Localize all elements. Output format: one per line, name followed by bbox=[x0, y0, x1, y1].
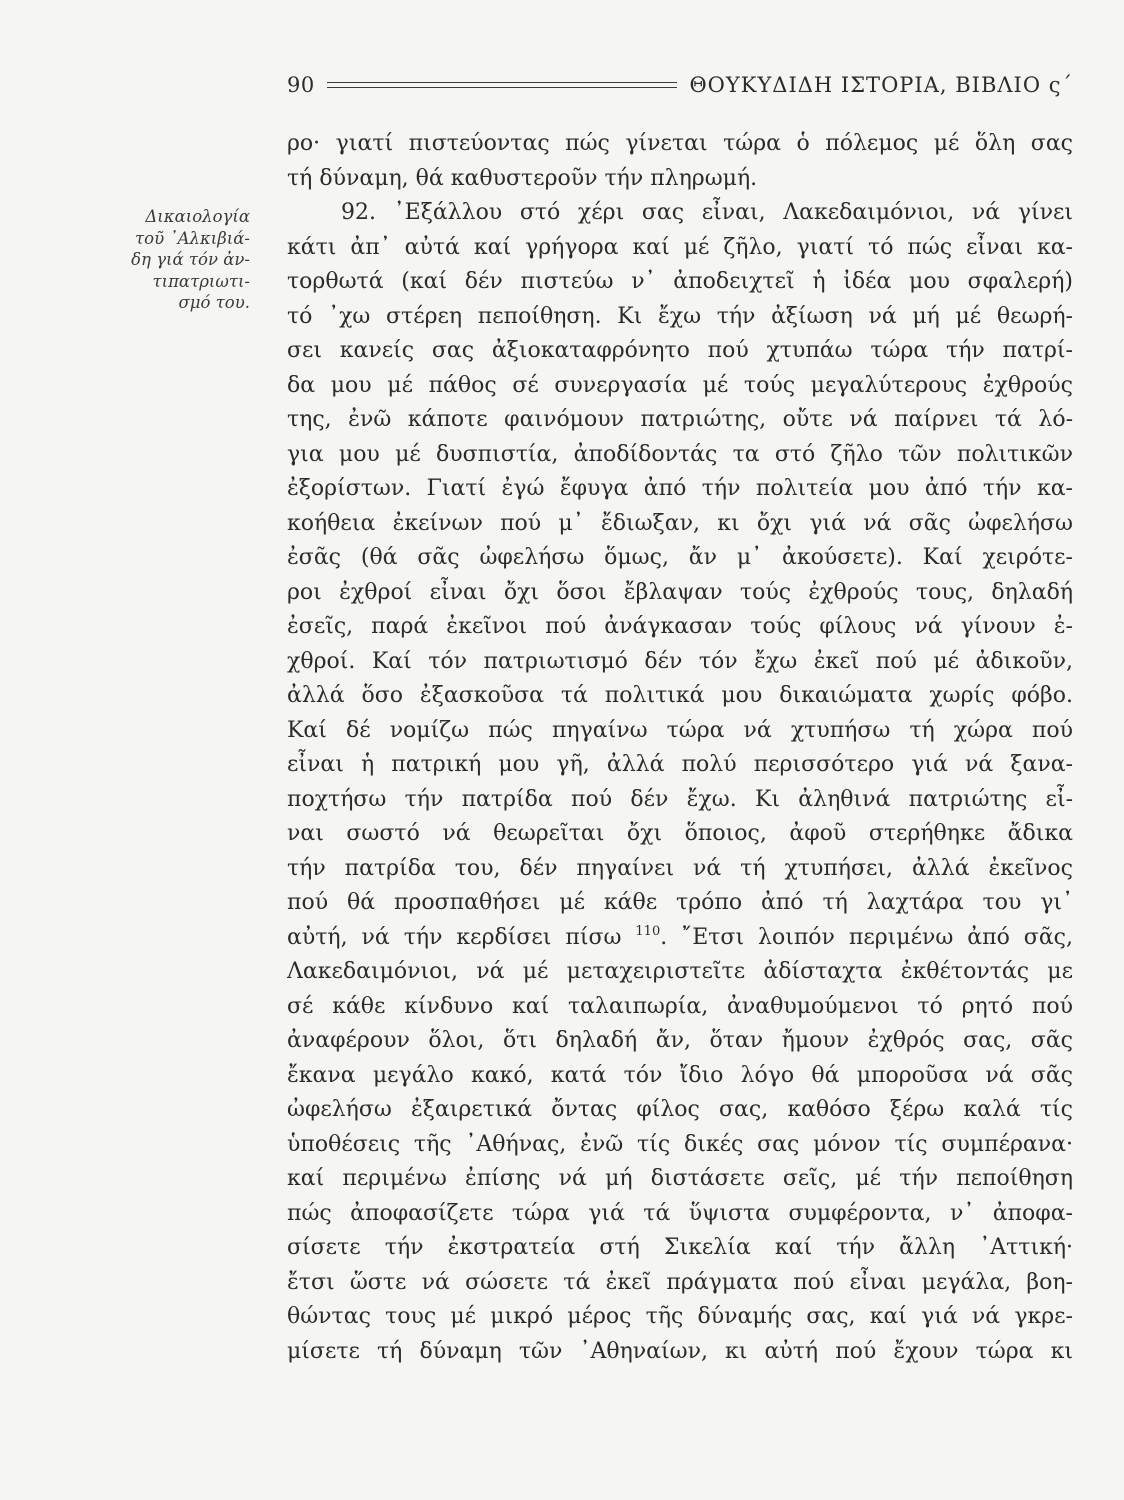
text-line: ἐξορίστων. Γιατί ἐγώ ἔφυγα ἀπό τήν πολιτεία μου ἀπό τήν κα- bbox=[287, 476, 1073, 501]
marginal-note-line: τοῦ ᾿Αλκιβιά- bbox=[135, 228, 250, 248]
text-line: τό ᾿χω στέρεη πεποίθηση. Κι ἔχω τήν ἀξίωση νά μή μέ θεωρή- bbox=[287, 303, 1073, 329]
body-text bbox=[287, 127, 1073, 1369]
text-line: θώντας τους μέ μικρό μέρος τῆς δύναμής σας, καί γιά νά γκρε- bbox=[287, 1304, 1073, 1329]
text-line: εἶναι ἡ πατρική μου γῆ, ἀλλά πολύ περισσότερο γιά νά ξανα- bbox=[287, 752, 1073, 777]
marginal-note-line: Δικαιολογία bbox=[145, 207, 250, 226]
text-line: ἔτσι ὥστε νά σώσετε τά ἐκεῖ πράγματα πού εἶναι μεγάλα, βοη- bbox=[287, 1269, 1073, 1295]
paragraph-92-start: 92. ᾿Εξάλλου στό χέρι σας εἶναι, Λακεδαιμόνιοι, νά γίνει bbox=[341, 200, 1073, 225]
page-number: 90 bbox=[287, 73, 315, 97]
text-line: τορθωτά (καί δέν πιστεύω ν᾿ ἀποδειχτεῖ ἡ ἰδέα μου σφαλερή) bbox=[287, 269, 1073, 294]
text-line: σίσετε τήν ἐκστρατεία στή Σικελία καί τήν ἄλλη ᾿Αττική· bbox=[287, 1235, 1073, 1260]
text-fragment: αὐτή, νά τήν κερδίσει πίσω bbox=[287, 924, 622, 950]
marginal-note bbox=[110, 206, 250, 314]
text-line: ἀναφέρουν ὅλοι, ὅτι δηλαδή ἄν, ὅταν ἤμουν ἐχθρός σας, σᾶς bbox=[287, 1028, 1073, 1053]
text-line: σει κανείς σας ἀξιοκαταφρόνητο πού χτυπάω τώρα τήν πατρί- bbox=[287, 338, 1073, 363]
text-line: δα μου μέ πάθος σέ συνεργασία μέ τούς μεγαλύτερους ἐχθρούς bbox=[287, 372, 1073, 398]
text-line-with-footnote bbox=[287, 921, 1073, 956]
marginal-note-line: σμό του. bbox=[178, 293, 250, 312]
text-line: τήν πατρίδα του, δέν πηγαίνει νά τή χτυπήσει, ἀλλά ἐκεῖνος bbox=[287, 855, 1073, 881]
text-line: χθροί. Καί τόν πατριωτισμό δέν τόν ἔχω ἐκεῖ πού μέ ἀδικοῦν, bbox=[287, 648, 1073, 674]
text-line: σέ κάθε κίνδυνο καί ταλαιπωρία, ἀναθυμούμενοι τό ρητό πού bbox=[287, 993, 1073, 1019]
text-line: για μου μέ δυσπιστία, ἀποδίδοντάς τα στό ζῆλο τῶν πολιτικῶν bbox=[287, 441, 1073, 467]
running-title: ΘΟΥΚΥΔΙΔΗ ΙΣΤΟΡΙΑ, ΒΙΒΛΙΟ ς΄ bbox=[689, 73, 1073, 97]
text-line: πού θά προσπαθήσει μέ κάθε τρόπο ἀπό τή λαχτάρα του γι᾿ bbox=[287, 890, 1073, 915]
page-header bbox=[287, 70, 1073, 100]
text-line: ρο· γιατί πιστεύοντας πώς γίνεται τώρα ὁ πόλεμος μέ ὅλη σας bbox=[287, 131, 1073, 156]
text-line: ἀλλά ὅσο ἐξασκοῦσα τά πολιτικά μου δικαιώματα χωρίς φόβο. bbox=[287, 683, 1073, 708]
text-line: ροι ἐχθροί εἶναι ὄχι ὅσοι ἔβλαψαν τούς ἐχθρούς τους, δηλαδή bbox=[287, 579, 1073, 605]
text-line: μίσετε τή δύναμη τῶν ᾿Αθηναίων, κι αὐτή πού ἔχουν τώρα κι bbox=[287, 1338, 1073, 1364]
text-line: ἐσεῖς, παρά ἐκεῖνοι πού ἀνάγκασαν τούς φίλους νά γίνουν ἐ- bbox=[287, 614, 1073, 639]
marginal-note-line: τιπατριωτι- bbox=[152, 271, 250, 291]
text-line: Καί δέ νομίζω πώς πηγαίνω τώρα νά χτυπήσω τή χώρα πού bbox=[287, 717, 1073, 743]
text-line: ὠφελήσω ἐξαιρετικά ὄντας φίλος σας, καθόσο ξέρω καλά τίς bbox=[287, 1097, 1073, 1122]
text-line: κάτι ἀπ᾿ αὐτά καί γρήγορα καί μέ ζῆλο, γιατί τό πώς εἶναι κα- bbox=[287, 234, 1073, 260]
header-rule bbox=[327, 82, 678, 88]
text-line: ἐσᾶς (θά σᾶς ὠφελήσω ὅμως, ἄν μ᾿ ἀκούσετε). Καί χειρότε- bbox=[287, 545, 1073, 570]
text-line: ἔκανα μεγάλο κακό, κατά τόν ἴδιο λόγο θά μποροῦσα νά σᾶς bbox=[287, 1062, 1073, 1088]
text-line: ποχτήσω τήν πατρίδα πού δέν ἔχω. Κι ἀληθινά πατριώτης εἶ- bbox=[287, 786, 1073, 812]
text-line: πώς ἀποφασίζετε τώρα γιά τά ὕψιστα συμφέροντα, ν᾿ ἀποφα- bbox=[287, 1200, 1073, 1226]
text-line: κοήθεια ἐκείνων πού μ᾿ ἔδιωξαν, κι ὄχι γιά νά σᾶς ὠφελήσω bbox=[287, 510, 1073, 536]
footnote-reference[interactable]: 110 bbox=[635, 923, 661, 939]
text-line: καί περιμένω ἐπίσης νά μή διστάσετε σεῖς, μέ τήν πεποίθηση bbox=[287, 1166, 1073, 1191]
text-line: τή δύναμη, θά καθυστεροῦν τήν πληρωμή. bbox=[287, 165, 758, 191]
text-line: Λακεδαιμόνιοι, νά μέ μεταχειριστεῖτε ἀδίσταχτα ἐκθέτοντάς με bbox=[287, 959, 1073, 984]
marginal-note-line: δη γιά τόν ἀν- bbox=[131, 250, 250, 269]
text-line: ναι σωστό νά θεωρεῖται ὄχι ὅποιος, ἀφοῦ στερήθηκε ἄδικα bbox=[287, 821, 1073, 846]
text-line: ὑποθέσεις τῆς ᾿Αθήνας, ἐνῶ τίς δικές σας μόνον τίς συμπέρανα· bbox=[287, 1131, 1073, 1157]
text-fragment: . ῎Ετσι λοιπόν περιμένω ἀπό σᾶς, bbox=[660, 924, 1073, 950]
text-line: της, ἐνῶ κάποτε φαινόμουν πατριώτης, οὔτε νά παίρνει τά λό- bbox=[287, 407, 1073, 432]
